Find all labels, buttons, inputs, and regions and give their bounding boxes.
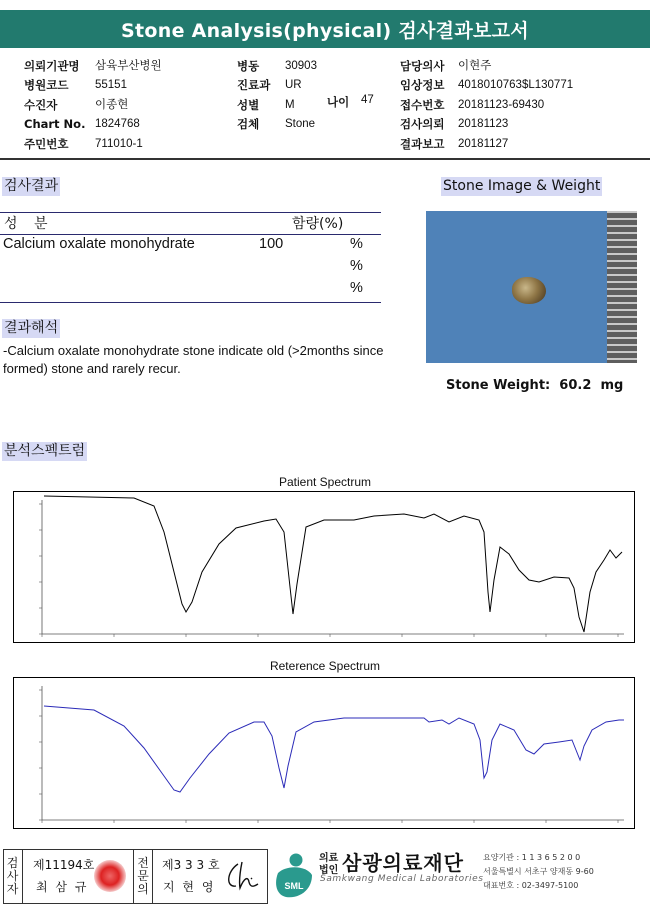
corp-english-name: Samkwang Medical Laboratories (320, 874, 484, 884)
info-column-1 (24, 57, 162, 154)
info-row-department: 진료과 UR (237, 78, 302, 93)
result-table-bottom-rule (0, 302, 381, 303)
info-row-hospital-code: 병원코드 55151 (24, 78, 127, 93)
corp-info-phone: 대표번호 : 02-3497-5100 (483, 881, 579, 890)
reference-axes (39, 686, 624, 823)
result-col-component: 성 분 (4, 216, 54, 232)
result-row-unit: % (350, 280, 363, 296)
result-table-header-rule (0, 234, 381, 235)
examiner-name: 최 삼 규 (36, 880, 89, 894)
patient-spectrum-chart (13, 491, 635, 643)
result-row-unit: % (350, 258, 363, 274)
info-row-chart-no: Chart No. 1824768 (24, 117, 140, 132)
stone-weight-label: Stone Weight: (446, 378, 551, 393)
info-row-receipt-no: 접수번호 20181123-69430 (400, 97, 545, 112)
info-row-doctor: 담당의사 이현주 (400, 59, 492, 73)
corp-info (483, 851, 594, 893)
reference-spectrum-line (44, 706, 624, 792)
specialist-license: 제3 3 3 호 (162, 858, 220, 872)
interpretation-text: -Calcium oxalate monohydrate stone indicate old (>2months since formed) stone and rarely recur. (3, 343, 384, 376)
info-row-sex: 성별 M (237, 97, 295, 112)
sml-logo (272, 851, 316, 901)
reference-spectrum-title: Reterence Spectrum (269, 659, 381, 673)
specialist-name: 지 현 영 (163, 880, 216, 894)
stone-photo (426, 211, 637, 363)
interpretation-heading: 결과해석 (4, 320, 59, 336)
stone-weight-unit: mg (600, 378, 624, 393)
corp-info-code: 요양기관 : 1 1 3 6 5 2 0 0 (483, 853, 581, 862)
reference-spectrum-chart (13, 677, 635, 829)
info-column-2 (237, 57, 317, 135)
specialist-signature (224, 858, 264, 894)
reference-spectrum-svg (14, 678, 636, 830)
info-column-3 (400, 57, 573, 154)
info-row-patient: 수진자 이종현 (24, 97, 129, 112)
age-value: 47 (361, 94, 374, 106)
info-row-report-date: 결과보고 20181127 (400, 136, 509, 151)
corp-info-address: 서울특별시 서초구 양재동 9-60 (483, 867, 594, 876)
stone-weight-value: 60.2 (559, 378, 592, 393)
report-title: Stone Analysis(physical) 검사결과보고서 (0, 10, 650, 48)
info-row-specimen: 검체 Stone (237, 117, 316, 132)
corp-type-text: 의료 법인 (319, 853, 339, 876)
examiner-license: 제11194호 (33, 858, 95, 872)
info-row-ward: 병동 30903 (237, 59, 317, 73)
stone-weight (446, 378, 623, 393)
info-row-hospital: 의뢰기관명 삼육부산병원 (24, 59, 162, 73)
result-row-amount: 100 (259, 236, 284, 252)
info-row-request-date: 검사의뢰 20181123 (400, 117, 509, 132)
ruler-scale (607, 211, 637, 363)
patient-spectrum-svg (14, 492, 636, 644)
patient-spectrum-line (44, 496, 622, 632)
result-heading: 검사결과 (4, 178, 59, 194)
result-row-unit: % (350, 236, 363, 252)
stone-specimen (512, 277, 546, 304)
age-label: 나이 (327, 95, 350, 109)
patient-spectrum-title: Patient Spectrum (278, 475, 372, 489)
specialist-label: 전 문 의 (133, 849, 153, 904)
examiner-label: 검 사 자 (3, 849, 23, 904)
result-row-component: Calcium oxalate monohydrate (3, 236, 195, 252)
sml-logo-text: SML (284, 881, 304, 891)
result-col-amount: 함량(%) (292, 216, 344, 232)
examiner-seal (94, 860, 126, 892)
report-footer (0, 846, 650, 913)
stone-heading: Stone Image & Weight (443, 178, 601, 194)
info-row-resident-no: 주민번호 711010-1 (24, 136, 143, 151)
patient-axes (39, 500, 624, 637)
header-divider (0, 158, 650, 160)
info-row-clinical-info: 임상정보 4018010763$L130771 (400, 78, 574, 93)
spectrum-heading: 분석스펙트럼 (4, 443, 86, 459)
corp-name: 삼광의료재단 (342, 851, 464, 875)
